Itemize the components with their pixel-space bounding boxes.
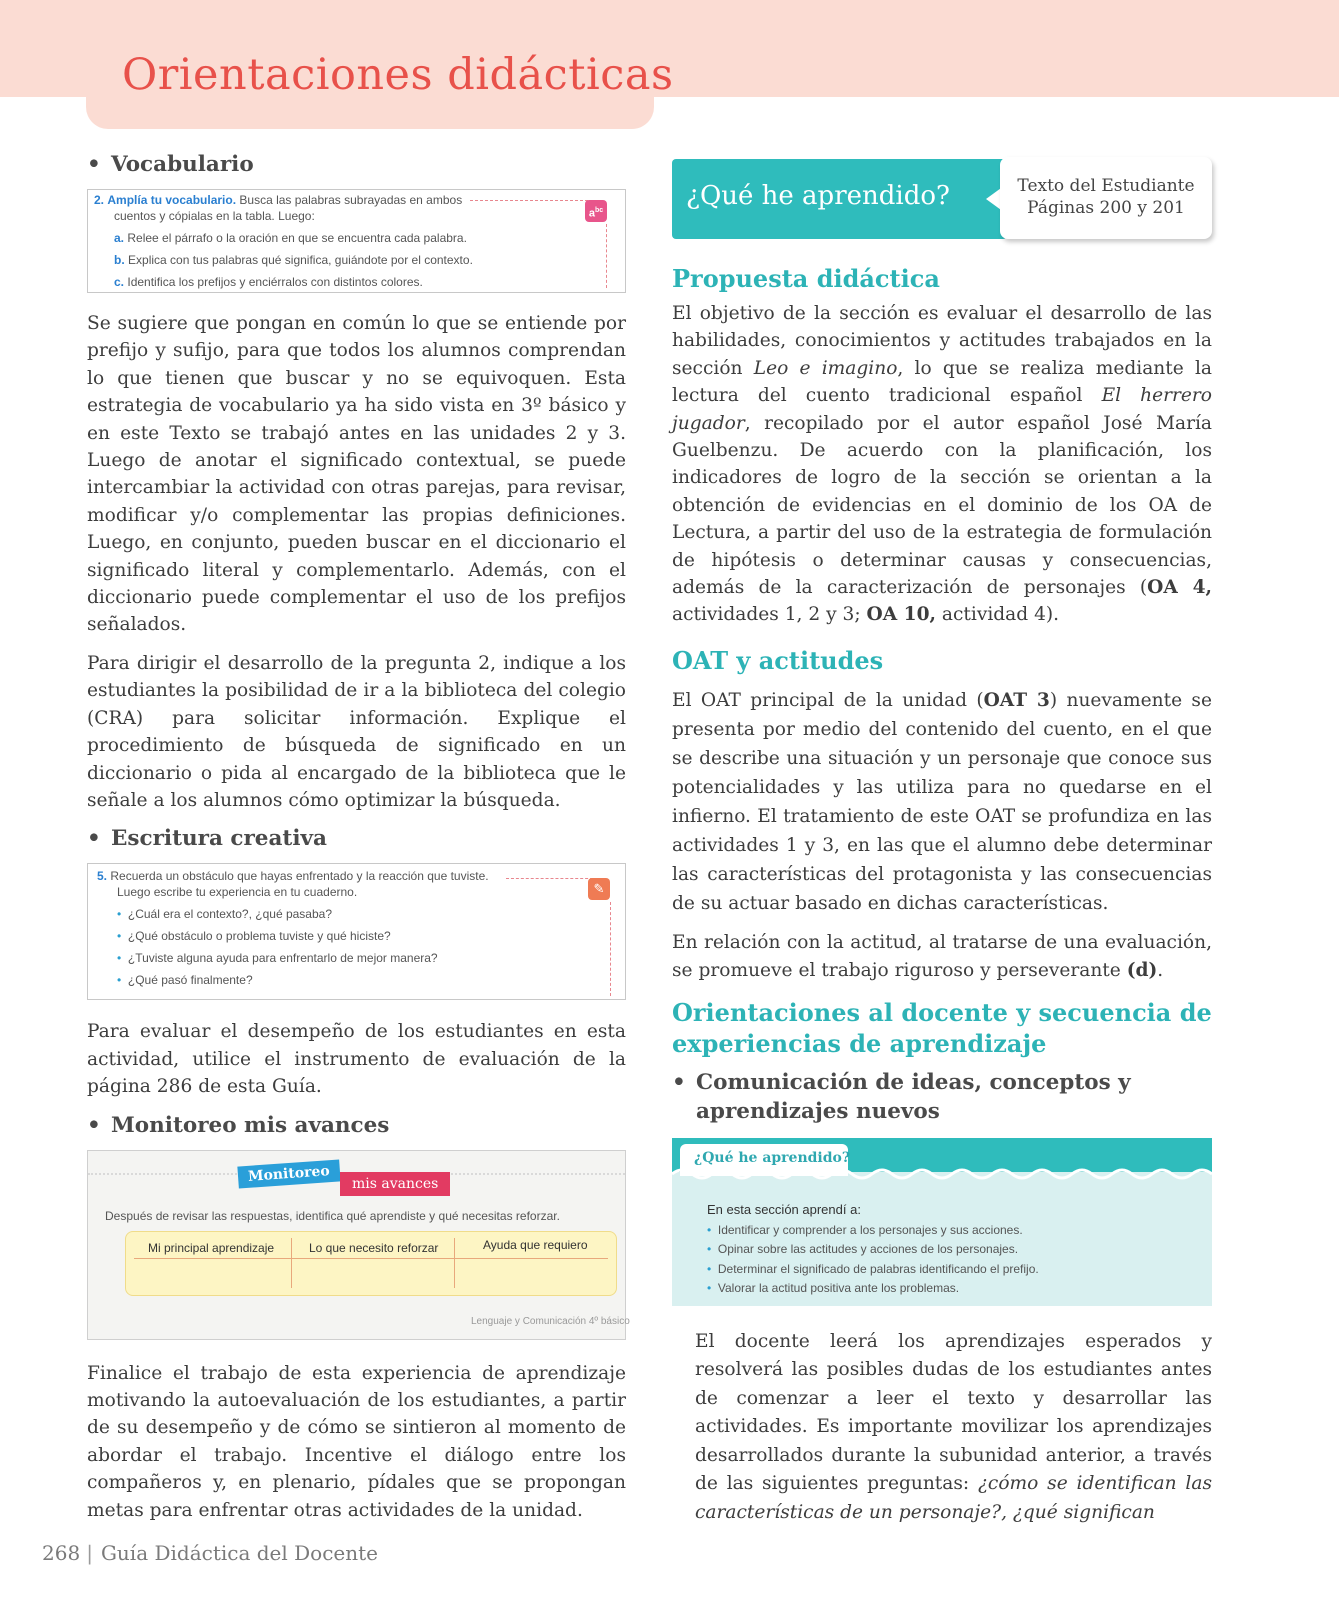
right-column [672, 150, 1212, 1527]
pencil-icon: ✎ [588, 878, 610, 900]
paragraph-oat: El OAT principal de la unidad (OAT 3) nuevamente se presenta por medio del contenido del cuento, en el que se describe una situación y un personaje que conoce sus potencialidades y las utiliza para no quedarse en el infierno. El tratamiento de este OAT se profundiza en las actividades 1 y 3, en las que el alumno debe determinar las características del protagonista y las consecuencias de su actuar basado en dichas características. [672, 689, 1212, 914]
section-heading-comunicacion: • Comunicación de ideas, conceptos y aprendizajes nuevos [672, 1069, 1131, 1124]
paragraph-evaluar: Para evaluar el desempeño de los estudiantes en esta actividad, utilice el instrumento de evaluación de la página 286 de esta Guía. [87, 1021, 626, 1098]
paragraph-vocabulario: Se sugiere que pongan en común lo que se entiende por prefijo y sufijo, para que todos los alumnos comprendan lo que tienen que buscar y no se equivoquen. Esta estrategia de vocabulario ya ha sido vista en 3º básico y en este Texto se trabajó antes en las unidades 2 y 3. Luego de anotar el significado contextual, se puede intercambiar la actividad con otras parejas, para revisar, modificar y/o complementar las propias definiciones. Luego, en conjunto, pueden buscar en el diccionario el significado literal y complementarlo. Además, con el diccionario puede complementar el uso de los prefijos señalados. [87, 313, 626, 636]
left-column [87, 150, 630, 1524]
heading-orientaciones: Orientaciones al docente y secuencia de experiencias de aprendizaje [672, 997, 1212, 1058]
heading-oat: OAT y actitudes [672, 645, 884, 675]
section-heading-vocabulario: • Vocabulario [87, 152, 254, 177]
section-banner [672, 159, 1212, 243]
col-header: Ayuda que requiero [483, 1237, 588, 1252]
monitoreo-tag: Monitoreo [237, 1159, 340, 1188]
writing-activity-box: ✎ 5. Recuerda un obstáculo que hayas enfrentado y la reacción que tuviste. Luego escribe tu experiencia en tu cuaderno. • ¿Cuál era el contexto?, ¿qué pasaba? • ¿Qué obstáculo o problema tuviste y qué hiciste? • ¿Tuviste alguna ayuda para enfrentarlo de mejor manera? • ¿Qué pasó finalmente? [87, 863, 626, 1000]
banner-title: ¿Qué he aprendido? [686, 181, 950, 211]
paragraph-pregunta-2: Para dirigir el desarrollo de la pregunta 2, indique a los estudiantes la posibilidad de ir a la biblioteca del colegio (CRA) para solicitar información. Explique el procedimiento de búsqueda de significado en un diccionario o pida al encargado de la biblioteca que le señale a los alumnos cómo optimizar la búsqueda. [87, 652, 626, 811]
col-header: Mi principal aprendizaje [148, 1240, 275, 1255]
paragraph-propuesta: El objetivo de la sección es evaluar el desarrollo de las habilidades, conocimientos y actitudes trabajados en la sección Leo e imagino, lo que se realiza mediante la lectura del cuento tradicional español El herrero jugador, recopilado por el autor español José María Guelbenzu. De acuerdo con la planificación, los indicadores de logro de la sección se orientan a la obtención de evidencias en el dominio de los OA de Lectura, a partir del uso de la estrategia de formulación de hipótesis o determinar causas y consecuencias, además de la caracterización de personajes (OA 4, actividades 1, 2 y 3; OA 10, actividad 4). [672, 303, 1212, 626]
footer-label: Guía Didáctica del Docente [100, 1541, 379, 1565]
col-header: Lo que necesito reforzar [309, 1240, 439, 1255]
paragraph-final: El docente leerá los aprendizajes esperados y resolverá las posibles dudas de los estudiantes antes de comenzar a leer el texto y desarrollar las actividades. Es importante movilizar los aprendizajes desarrollados durante la subunidad anterior, a través de las siguientes preguntas: ¿cómo se identifican las características de un personaje?, ¿qué significan [695, 1330, 1212, 1523]
paragraph-actitud: En relación con la actitud, al tratarse de una evaluación, se promueve el trabajo riguroso y perseverante (d). [672, 931, 1212, 981]
section-heading-escritura: • Escritura creativa [87, 826, 327, 852]
textbook-reference: Texto del Estudiante Páginas 200 y 201 [1000, 157, 1212, 239]
monitoring-box: Monitoreo mis avances Después de revisar las respuestas, identifica qué aprendiste y qué necesitas reforzar. Mi principal aprendizaje Lo que necesito reforzar Ayuda que requiero Lenguaje y Comunicación 4º básico [87, 1150, 626, 1340]
monitoring-table [125, 1231, 617, 1296]
learned-box: ¿Qué he aprendido? En esta sección aprendí a: • Identificar y comprender a los personajes y sus acciones. • Opinar sobre las actitudes y acciones de los personajes. • Determinar el significado de palabras identificando el prefijo. • Valorar la actitud positiva ante los problemas. [672, 1138, 1212, 1306]
mis-avances-tag: mis avances [340, 1172, 450, 1196]
paragraph-finalice: Finalice el trabajo de esta experiencia de aprendizaje motivando la autoevaluación de los estudiantes, a partir de su desempeño y de cómo se sintieron al momento de abordar el trabajo. Incentive el diálogo entre los compañeros y, en plenario, pídales que se propongan metas para enfrentar otras actividades de la unidad. [87, 1362, 626, 1521]
section-heading-monitoreo: • Monitoreo mis avances [87, 1112, 390, 1138]
abc-icon: $a^{bc}$ [585, 200, 607, 222]
heading-propuesta: Propuesta didáctica [672, 264, 940, 293]
page-footer: 268 | Guía Didáctica del Docente [42, 1541, 379, 1565]
vocabulary-activity-box: $a^{bc}$ 2. Amplía tu vocabulario. Busca las palabras subrayadas en ambos cuentos y cópialas en la tabla. Luego: a. Relee el párrafo o la oración en que se encuentra cada palabra. b. Explica con tus palabras qué significa, guiándote por el contexto. c. Identifica los prefijos y enciérralos con distintos colores. [87, 189, 626, 293]
page-number: 268 [42, 1541, 81, 1565]
page-title: Orientaciones didácticas [122, 50, 674, 100]
